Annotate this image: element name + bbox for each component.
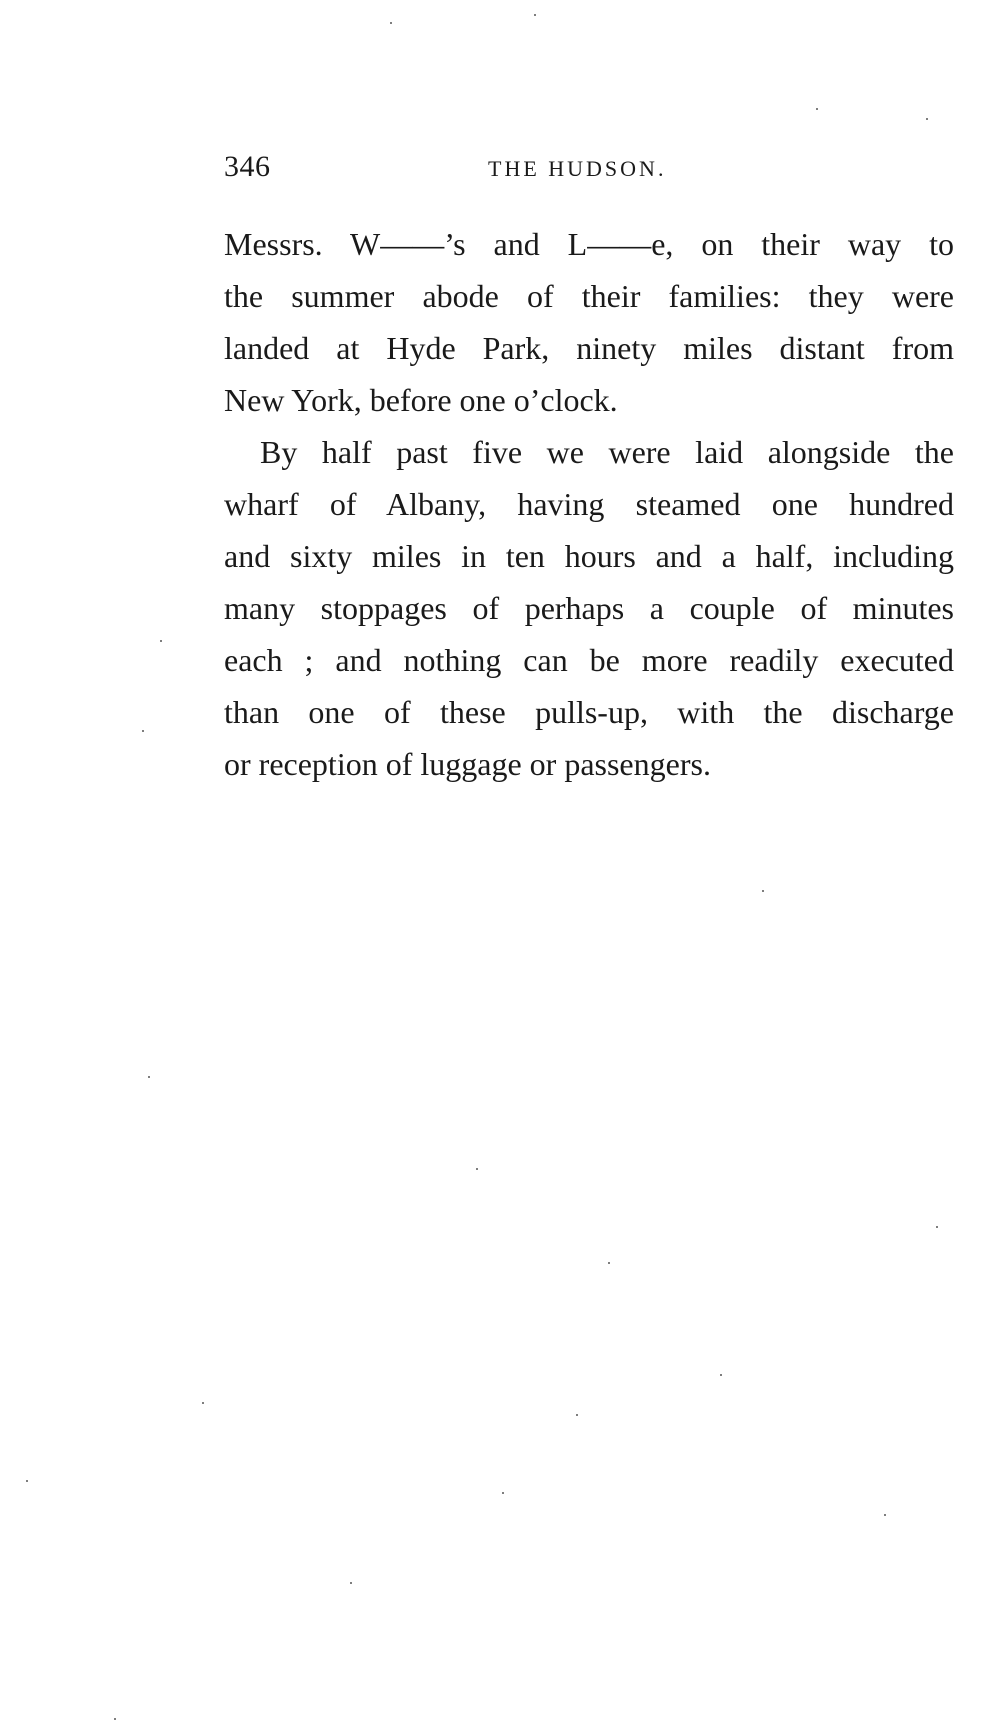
paper-speck [936,1226,938,1228]
text-line: Messrs. W——’s and L——e, on their way to [224,226,954,262]
text-line: and sixty miles in ten hours and a half, including [224,538,954,574]
paragraph-2 [224,426,954,790]
paper-speck [350,1582,352,1584]
paper-speck [114,1718,116,1720]
body-text [224,218,954,790]
paper-speck [502,1492,504,1494]
paper-speck [534,14,536,16]
page-header [224,150,954,190]
text-line: many stoppages of perhaps a couple of minutes [224,590,954,626]
paper-speck [762,890,764,892]
text-line: the summer abode of their families: they were [224,278,954,314]
text-line: landed at Hyde Park, ninety miles distant from [224,330,954,366]
paper-speck [816,108,818,110]
text-line: New York, before one o’clock. [224,382,618,418]
paragraph-1 [224,218,954,426]
text-line: wharf of Albany, having steamed one hundred [224,486,954,522]
paper-speck [926,118,928,120]
paper-speck [608,1262,610,1264]
paper-speck [148,1076,150,1078]
paper-speck [390,22,392,24]
text-line: or reception of luggage or passengers. [224,746,711,782]
paper-speck [160,640,162,642]
running-title: THE HUDSON. [488,156,667,181]
paper-speck [576,1414,578,1416]
paper-speck [26,1480,28,1482]
text-line: than one of these pulls-up, with the discharge [224,694,954,730]
text-line: By half past five we were laid alongside the [260,434,954,470]
paper-speck [720,1374,722,1376]
paper-speck [476,1168,478,1170]
page-number: 346 [224,150,271,183]
paper-speck [142,730,144,732]
paper-speck [202,1402,204,1404]
paper-speck [884,1514,886,1516]
text-line: each ; and nothing can be more readily executed [224,642,954,678]
